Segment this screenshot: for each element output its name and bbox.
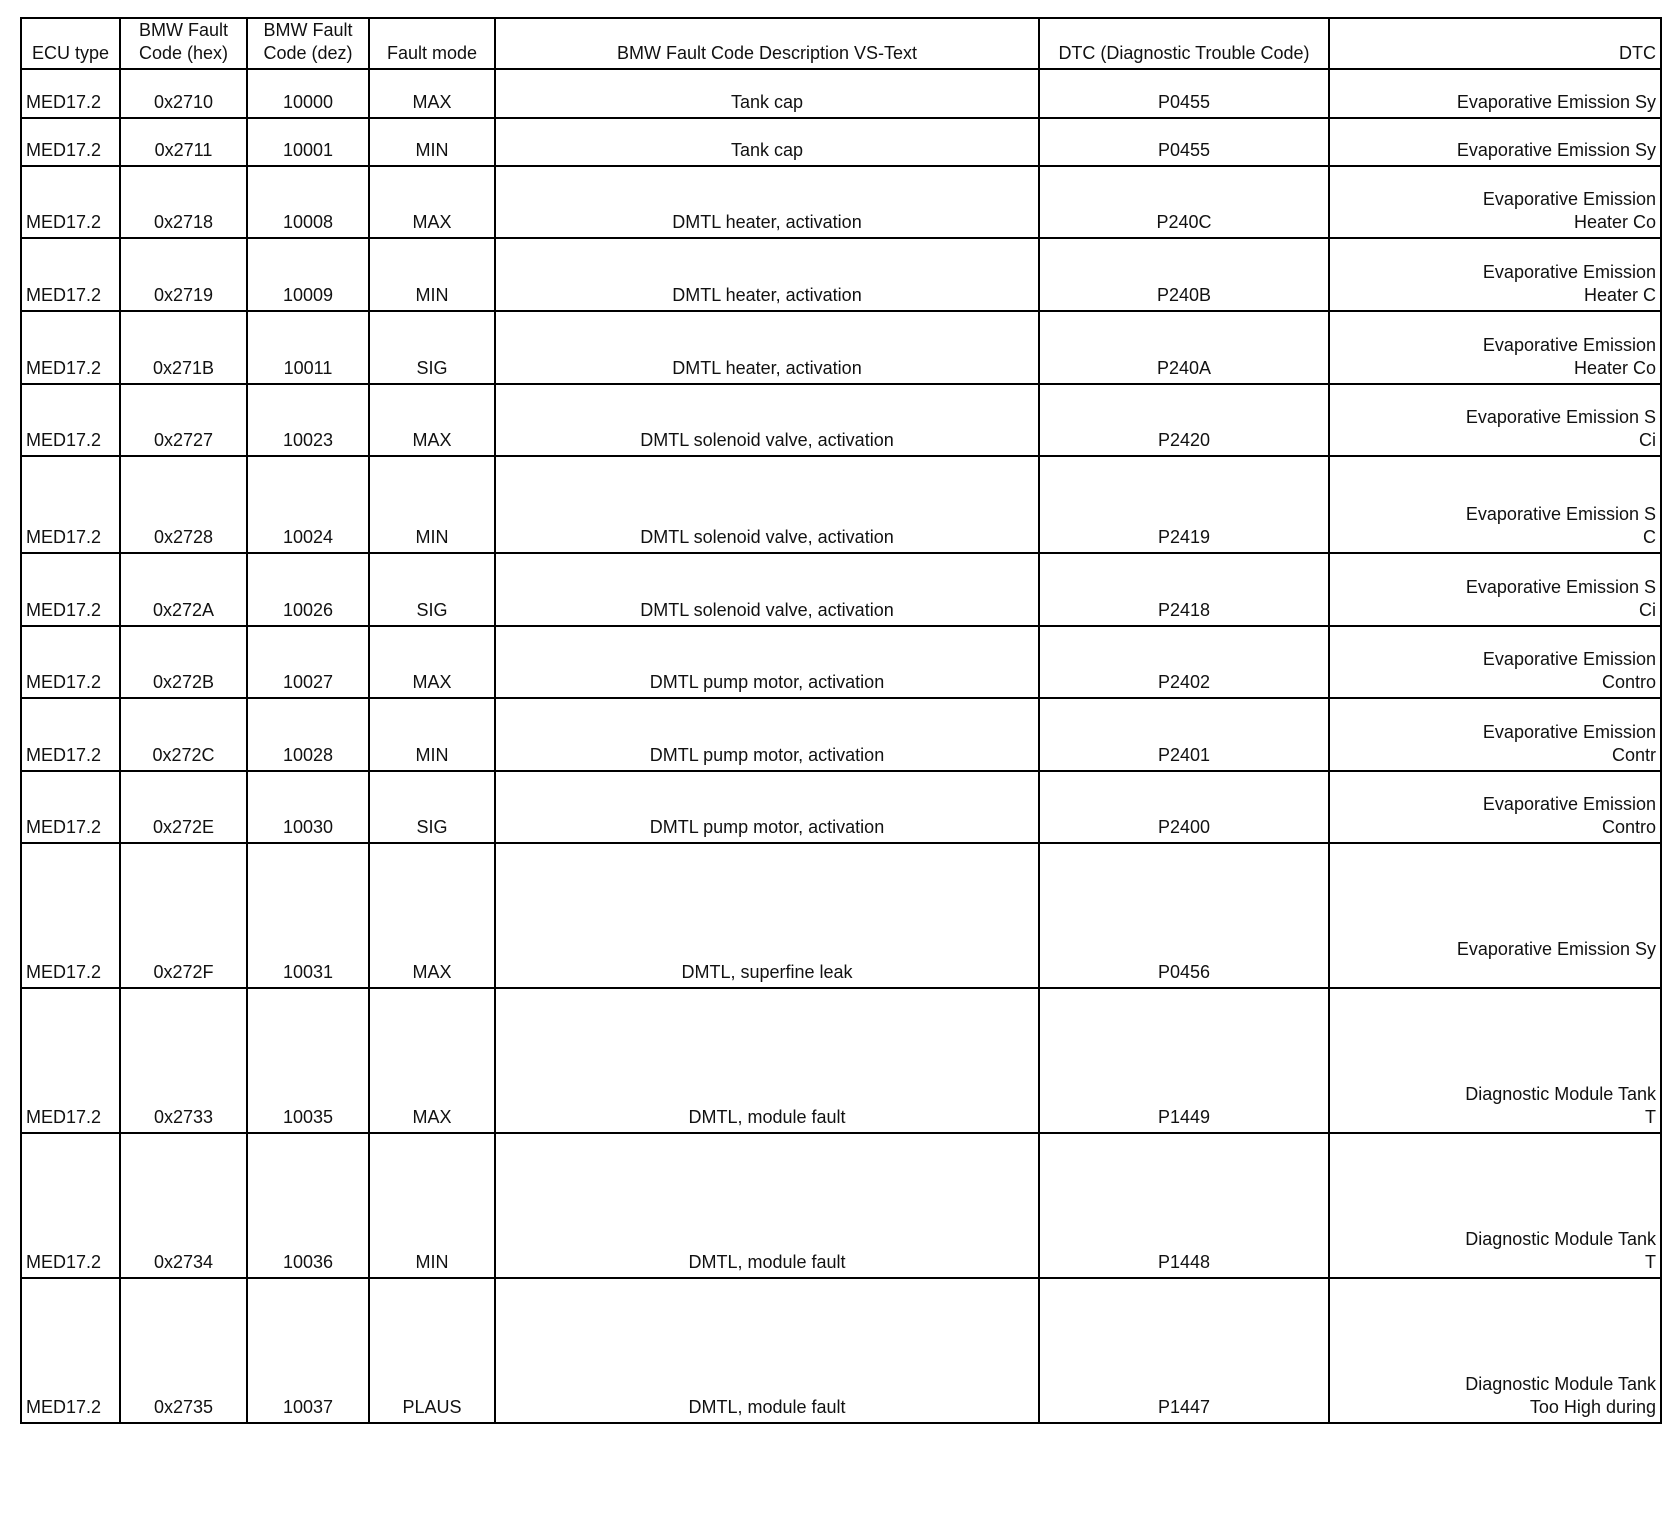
dtc-description-cell [1329, 771, 1661, 843]
fault-description-cell: DMTL solenoid valve, activation [495, 456, 1039, 553]
dtc-description-cell [1329, 456, 1661, 553]
table-row [21, 843, 1661, 988]
fault-mode-cell: SIG [369, 771, 495, 843]
table-body [21, 69, 1661, 1423]
ecu-type-cell: MED17.2 [21, 311, 120, 384]
dtc-description-cell [1329, 843, 1661, 988]
dtc-description-line: Contro [1601, 817, 1656, 837]
table-row [21, 1278, 1661, 1423]
fault-code-hex-cell: 0x272B [120, 626, 247, 698]
dtc-description-line: T [1645, 1107, 1656, 1127]
fault-description-cell: DMTL heater, activation [495, 166, 1039, 238]
table-row [21, 384, 1661, 456]
fault-code-dez-cell: 10030 [247, 771, 369, 843]
header-row [21, 18, 1661, 69]
fault-mode-cell: PLAUS [369, 1278, 495, 1423]
ecu-type-cell: MED17.2 [21, 456, 120, 553]
fault-code-hex-cell: 0x272E [120, 771, 247, 843]
fault-mode-cell: SIG [369, 553, 495, 626]
table-row [21, 238, 1661, 311]
ecu-type-cell: MED17.2 [21, 1133, 120, 1278]
dtc-description-line: Ci [1639, 430, 1656, 450]
header-dtc-description: DTC [1329, 18, 1661, 69]
dtc-description-line: T [1645, 1252, 1656, 1272]
header-fault-code-hex: BMW Fault Code (hex) [120, 18, 247, 69]
ecu-type-cell: MED17.2 [21, 384, 120, 456]
table-row [21, 553, 1661, 626]
dtc-description-line: Evaporative Emission Sy [1456, 140, 1656, 160]
fault-mode-cell: MIN [369, 1133, 495, 1278]
fault-code-hex-cell: 0x272C [120, 698, 247, 771]
fault-code-hex-cell: 0x2733 [120, 988, 247, 1133]
fault-code-dez-cell: 10026 [247, 553, 369, 626]
header-fault-mode: Fault mode [369, 18, 495, 69]
fault-code-dez-cell: 10028 [247, 698, 369, 771]
fault-code-hex-cell: 0x2710 [120, 69, 247, 118]
table-row [21, 626, 1661, 698]
fault-mode-cell: MIN [369, 238, 495, 311]
fault-code-hex-cell: 0x2711 [120, 118, 247, 166]
dtc-description-line: Contro [1601, 672, 1656, 692]
fault-code-table [20, 17, 1662, 1424]
ecu-type-cell: MED17.2 [21, 69, 120, 118]
ecu-type-cell: MED17.2 [21, 626, 120, 698]
dtc-cell: P0455 [1039, 118, 1329, 166]
fault-code-hex-cell: 0x2728 [120, 456, 247, 553]
fault-description-cell: DMTL heater, activation [495, 238, 1039, 311]
dtc-description-line: Diagnostic Module Tank [1465, 1084, 1656, 1104]
dtc-cell: P240B [1039, 238, 1329, 311]
fault-description-cell: Tank cap [495, 69, 1039, 118]
dtc-description-cell [1329, 238, 1661, 311]
fault-description-cell: DMTL, superfine leak [495, 843, 1039, 988]
dtc-description-line: Evaporative Emission Sy [1456, 939, 1656, 959]
ecu-type-cell: MED17.2 [21, 118, 120, 166]
fault-code-dez-cell: 10001 [247, 118, 369, 166]
fault-mode-cell: MAX [369, 384, 495, 456]
dtc-description-cell [1329, 311, 1661, 384]
spreadsheet-table-view [20, 17, 1656, 1497]
fault-code-hex-cell: 0x2719 [120, 238, 247, 311]
table-row [21, 988, 1661, 1133]
ecu-type-cell: MED17.2 [21, 1278, 120, 1423]
fault-description-cell: DMTL pump motor, activation [495, 626, 1039, 698]
table-row [21, 456, 1661, 553]
dtc-cell: P240A [1039, 311, 1329, 384]
dtc-description-line: Diagnostic Module Tank [1465, 1229, 1656, 1249]
fault-mode-cell: MIN [369, 118, 495, 166]
dtc-cell: P1447 [1039, 1278, 1329, 1423]
fault-mode-cell: MAX [369, 988, 495, 1133]
fault-code-hex-cell: 0x2734 [120, 1133, 247, 1278]
fault-code-dez-cell: 10011 [247, 311, 369, 384]
dtc-description-cell [1329, 166, 1661, 238]
dtc-description-line: Contr [1611, 745, 1656, 765]
dtc-description-line: Heater C [1583, 285, 1656, 305]
fault-description-cell: Tank cap [495, 118, 1039, 166]
fault-code-dez-cell: 10000 [247, 69, 369, 118]
fault-code-hex-cell: 0x272F [120, 843, 247, 988]
dtc-cell: P2402 [1039, 626, 1329, 698]
dtc-description-line: C [1643, 527, 1656, 547]
dtc-description-line: Evaporative Emission [1482, 262, 1656, 282]
table-row [21, 698, 1661, 771]
dtc-description-cell [1329, 1278, 1661, 1423]
table-row [21, 166, 1661, 238]
fault-description-cell: DMTL solenoid valve, activation [495, 384, 1039, 456]
dtc-cell: P2401 [1039, 698, 1329, 771]
dtc-description-line: Evaporative Emission [1482, 335, 1656, 355]
fault-code-hex-cell: 0x271B [120, 311, 247, 384]
fault-description-cell: DMTL, module fault [495, 988, 1039, 1133]
dtc-description-cell [1329, 698, 1661, 771]
dtc-cell: P2418 [1039, 553, 1329, 626]
dtc-description-cell [1329, 1133, 1661, 1278]
dtc-description-line: Evaporative Emission S [1465, 407, 1656, 427]
dtc-description-line: Too High during [1529, 1397, 1656, 1417]
fault-code-dez-cell: 10024 [247, 456, 369, 553]
dtc-description-cell [1329, 69, 1661, 118]
ecu-type-cell: MED17.2 [21, 553, 120, 626]
dtc-description-line: Evaporative Emission [1482, 649, 1656, 669]
dtc-description-line: Diagnostic Module Tank [1465, 1374, 1656, 1394]
fault-mode-cell: MAX [369, 166, 495, 238]
ecu-type-cell: MED17.2 [21, 988, 120, 1133]
dtc-description-line: Heater Co [1573, 358, 1656, 378]
dtc-description-line: Evaporative Emission S [1465, 577, 1656, 597]
ecu-type-cell: MED17.2 [21, 843, 120, 988]
dtc-cell: P1448 [1039, 1133, 1329, 1278]
table-row [21, 118, 1661, 166]
fault-description-cell: DMTL pump motor, activation [495, 771, 1039, 843]
fault-description-cell: DMTL pump motor, activation [495, 698, 1039, 771]
header-dtc: DTC (Diagnostic Trouble Code) [1039, 18, 1329, 69]
fault-code-hex-cell: 0x2735 [120, 1278, 247, 1423]
ecu-type-cell: MED17.2 [21, 238, 120, 311]
fault-description-cell: DMTL solenoid valve, activation [495, 553, 1039, 626]
dtc-description-cell [1329, 626, 1661, 698]
dtc-description-line: Evaporative Emission Sy [1456, 92, 1656, 112]
fault-code-dez-cell: 10009 [247, 238, 369, 311]
table-row [21, 1133, 1661, 1278]
dtc-description-line: Evaporative Emission [1482, 189, 1656, 209]
ecu-type-cell: MED17.2 [21, 698, 120, 771]
table-row [21, 69, 1661, 118]
fault-code-hex-cell: 0x2727 [120, 384, 247, 456]
dtc-description-line: Evaporative Emission S [1465, 504, 1656, 524]
fault-code-dez-cell: 10035 [247, 988, 369, 1133]
dtc-description-line: Heater Co [1573, 212, 1656, 232]
header-fault-description: BMW Fault Code Description VS-Text [495, 18, 1039, 69]
fault-mode-cell: MIN [369, 698, 495, 771]
dtc-cell: P240C [1039, 166, 1329, 238]
dtc-description-cell [1329, 384, 1661, 456]
dtc-description-line [1334, 961, 1656, 984]
fault-code-dez-cell: 10008 [247, 166, 369, 238]
dtc-cell: P1449 [1039, 988, 1329, 1133]
fault-code-dez-cell: 10031 [247, 843, 369, 988]
ecu-type-cell: MED17.2 [21, 166, 120, 238]
table-row [21, 311, 1661, 384]
dtc-description-line: Evaporative Emission [1482, 794, 1656, 814]
fault-code-hex-cell: 0x272A [120, 553, 247, 626]
fault-mode-cell: SIG [369, 311, 495, 384]
fault-code-dez-cell: 10037 [247, 1278, 369, 1423]
header-fault-code-dez: BMW Fault Code (dez) [247, 18, 369, 69]
fault-mode-cell: MAX [369, 843, 495, 988]
dtc-description-cell [1329, 988, 1661, 1133]
table-row [21, 771, 1661, 843]
dtc-cell: P2420 [1039, 384, 1329, 456]
fault-mode-cell: MAX [369, 69, 495, 118]
fault-description-cell: DMTL, module fault [495, 1278, 1039, 1423]
dtc-cell: P0456 [1039, 843, 1329, 988]
dtc-cell: P2419 [1039, 456, 1329, 553]
fault-mode-cell: MIN [369, 456, 495, 553]
dtc-cell: P2400 [1039, 771, 1329, 843]
dtc-description-cell [1329, 553, 1661, 626]
header-ecu-type: ECU type [21, 18, 120, 69]
dtc-description-cell [1329, 118, 1661, 166]
fault-code-dez-cell: 10027 [247, 626, 369, 698]
fault-description-cell: DMTL, module fault [495, 1133, 1039, 1278]
fault-code-hex-cell: 0x2718 [120, 166, 247, 238]
ecu-type-cell: MED17.2 [21, 771, 120, 843]
fault-mode-cell: MAX [369, 626, 495, 698]
dtc-cell: P0455 [1039, 69, 1329, 118]
fault-description-cell: DMTL heater, activation [495, 311, 1039, 384]
fault-code-dez-cell: 10036 [247, 1133, 369, 1278]
fault-code-dez-cell: 10023 [247, 384, 369, 456]
dtc-description-line: Evaporative Emission [1482, 722, 1656, 742]
dtc-description-line: Ci [1639, 600, 1656, 620]
